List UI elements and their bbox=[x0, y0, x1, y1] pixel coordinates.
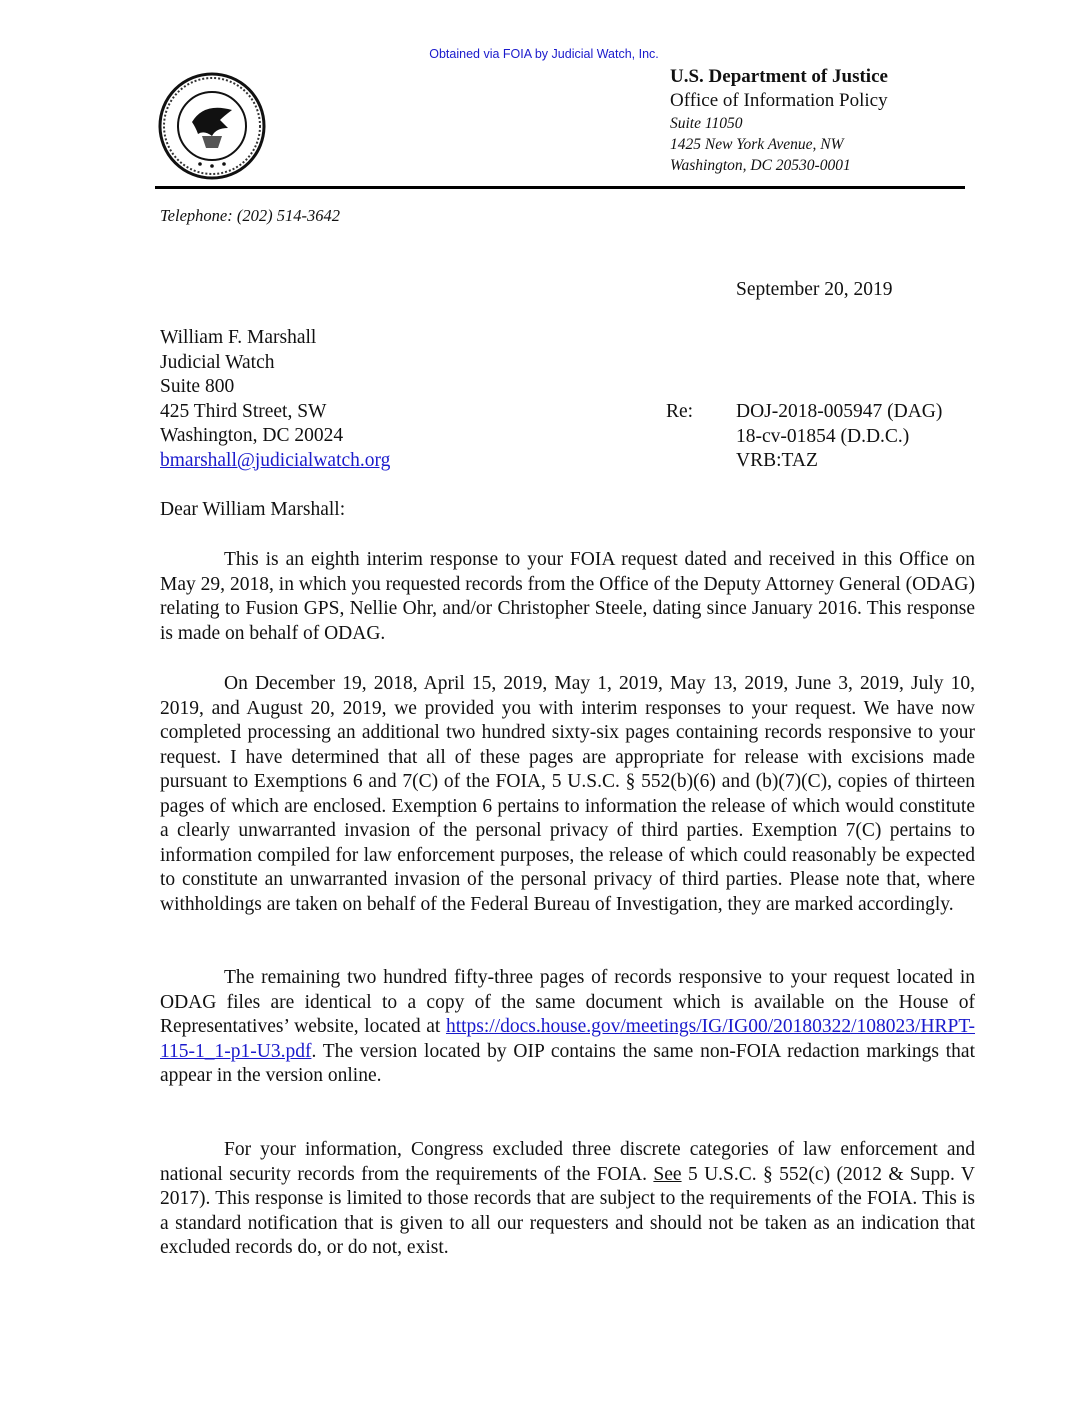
paragraph-4-text: For your information, Congress excluded three discrete categories of law enforcement and national security records from the requirements of the FOIA. bbox=[160, 1139, 975, 1185]
office-city: Washington, DC 20530-0001 bbox=[670, 157, 851, 174]
foia-watermark: Obtained via FOIA by Judicial Watch, Inc. bbox=[429, 47, 659, 61]
reference-request-number: DOJ-2018-005947 (DAG) bbox=[736, 401, 943, 422]
telephone: Telephone: (202) 514-3642 bbox=[160, 206, 340, 225]
recipient-name: William F. Marshall bbox=[160, 327, 317, 348]
reference-label: Re: bbox=[666, 401, 694, 422]
office-name: Office of Information Policy bbox=[670, 90, 888, 111]
paragraph-2-text: On December 19, 2018, April 15, 2019, May 1, 2019, May 13, 2019, June 3, 2019, July 10, 2019, and August 20, 2019, we provided you with interim responses to your request. We have now completed processing an additional two hundred sixty-six pages containing records responsive to your request. I have determined that all of these pages are appropriate for release with excisions made pursuant to Exemptions 6 and 7(C) of the FOIA, 5 U.S.C. § 552(b)(6) and (b)(7)(C), copies of thirteen pages of which are enclosed. Exemption 6 pertains to information the release of which would constitute a clearly unwarranted invasion of the personal privacy of third parties. Exemption 7(C) pertains to information compiled for law enforcement purposes, the release of which could reasonably be expected to constitute an unwarranted invasion of the personal privacy of third parties. Please note that, where withholdings are taken on behalf of the Federal Bureau of Investigation, they are marked accordingly. bbox=[160, 673, 975, 915]
paragraph-1 bbox=[160, 548, 975, 646]
recipient-address bbox=[160, 326, 390, 473]
recipient-city: Washington, DC 20024 bbox=[160, 425, 344, 446]
recipient-email-link[interactable]: bmarshall@judicialwatch.org bbox=[160, 449, 391, 471]
reference-initials: VRB:TAZ bbox=[736, 450, 818, 471]
paragraph-4-text-end: 5 U.S.C. § 552(c) (2012 & Supp. V 2017). This response is limited to those records that are subject to the requirements of the FOIA. This is a standard notification that is given to all our requesters and should not be taken as an indication that excluded records do, or do not, exist. bbox=[160, 1163, 975, 1258]
reference-case-number: 18-cv-01854 (D.D.C.) bbox=[736, 425, 910, 447]
reference-lines bbox=[736, 400, 942, 474]
department-of-justice-seal-icon bbox=[158, 72, 266, 180]
paragraph-1-text: This is an eighth interim response to your FOIA request dated and received in this Office on May 29, 2018, in which you requested records from the Office of the Deputy Attorney General (ODAG) relating to Fusion GPS, Nellie Ohr, and/or Christopher Steele, dating since January 2016. This response is made on behalf of ODAG. bbox=[160, 549, 975, 644]
letter-date: September 20, 2019 bbox=[736, 279, 893, 300]
paragraph-4 bbox=[160, 1138, 975, 1261]
paragraph-3-text-end: . The version located by OIP contains the same non-FOIA redaction markings that appear in the version online. bbox=[160, 1040, 975, 1086]
recipient-suite: Suite 800 bbox=[160, 376, 235, 397]
paragraph-2 bbox=[160, 672, 975, 917]
paragraph-3 bbox=[160, 966, 975, 1089]
letterhead-divider bbox=[155, 186, 965, 189]
paragraph-3-text: The remaining two hundred fifty-three pages of records responsive to your request located in ODAG files are identical to a copy of the same document which is available on the House of Representatives’ website, located at bbox=[160, 967, 975, 1037]
salutation: Dear William Marshall: bbox=[160, 499, 346, 520]
recipient-street: 425 Third Street, SW bbox=[160, 400, 327, 422]
see-citation-signal: See bbox=[653, 1163, 682, 1185]
office-street: 1425 New York Avenue, NW bbox=[670, 136, 844, 153]
office-suite: Suite 11050 bbox=[670, 115, 743, 132]
recipient-organization: Judicial Watch bbox=[160, 351, 275, 373]
department-name: U.S. Department of Justice bbox=[670, 66, 888, 87]
house-report-link[interactable]: https://docs.house.gov/meetings/IG/IG00/20180322/108023/HRPT-115-1_1-p1-U3.pdf bbox=[160, 1016, 975, 1062]
